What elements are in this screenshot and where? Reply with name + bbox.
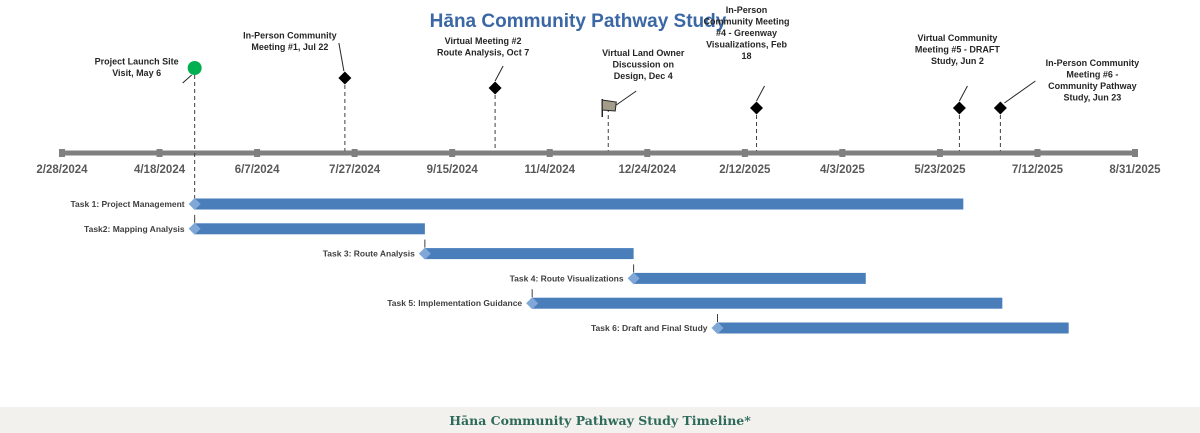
chart-title: Hāna Community Pathway Study: [429, 11, 727, 32]
milestone-label-line: Virtual Land Owner: [602, 48, 685, 58]
milestone-label-line: Meeting #6 -: [1066, 69, 1119, 80]
tick-label: 9/15/2024: [426, 164, 478, 176]
milestone-diamond-marker: [994, 102, 1007, 115]
axis-tick: [644, 149, 650, 157]
axis-tick: [352, 149, 358, 157]
milestone-label-line: Meeting #1, Jul 22: [251, 41, 329, 52]
milestone-label-line: Virtual Community: [917, 33, 998, 43]
footer-bar: [0, 407, 1200, 433]
milestone-connector: [1004, 81, 1035, 103]
axis-tick: [1132, 149, 1138, 157]
milestone-label: [915, 33, 1001, 66]
milestone-diamond-marker: [953, 102, 966, 115]
milestone-label-line: In-Person Community: [243, 30, 337, 41]
task-label: Task 5: Implementation Guidance: [387, 298, 523, 309]
tick-label: 12/24/2024: [618, 164, 677, 176]
axis-tick: [59, 149, 65, 157]
milestone-label-line: Design, Dec 4: [613, 71, 673, 81]
milestone-label-line: Route Analysis, Oct 7: [437, 47, 530, 58]
task-label: Task 6: Draft and Final Study: [590, 323, 708, 333]
milestone-label-line: Study, Jun 23: [1063, 92, 1122, 103]
milestone-circle-marker: [188, 61, 202, 75]
axis-tick: [937, 149, 943, 157]
axis-tick: [1034, 149, 1040, 157]
tick-label: 2/12/2025: [719, 164, 771, 176]
milestone-label-line: 18: [741, 51, 752, 61]
milestone-label-line: Visit, May 6: [112, 67, 162, 78]
tasks: [70, 198, 1068, 334]
milestone-connector: [339, 43, 344, 71]
footer-caption: Hāna Community Pathway Study Timeline*: [449, 412, 751, 428]
task-label: Task2: Mapping Analysis: [84, 223, 185, 234]
task-bar: [718, 323, 1069, 334]
task-bar: [195, 199, 964, 210]
milestone-label-line: Community Meeting: [703, 16, 790, 27]
tick-label: 5/23/2025: [914, 164, 966, 176]
axis-tick: [839, 149, 845, 157]
milestone-label-line: Virtual Meeting #2: [444, 36, 522, 46]
timeline-axis: [36, 149, 1161, 176]
milestone-connector: [616, 91, 636, 105]
milestone-label-line: Project Launch Site: [94, 56, 179, 67]
task-bar: [195, 223, 425, 234]
milestone-flag-marker: [602, 100, 616, 111]
milestone-label-line: In-Person Community: [1045, 58, 1140, 68]
milestone-connector: [183, 75, 192, 83]
tick-label: 6/7/2024: [234, 164, 280, 176]
milestone-diamond-marker: [338, 72, 351, 85]
milestone-label: [437, 36, 529, 58]
milestone-label: [95, 56, 179, 78]
tick-label: 2/28/2024: [36, 164, 88, 176]
axis-tick: [157, 149, 163, 157]
task-bar: [425, 248, 634, 259]
milestone-label-line: Visualizations, Feb: [706, 39, 787, 50]
tick-label: 7/27/2024: [329, 164, 381, 176]
milestone-diamond-marker: [750, 102, 763, 115]
milestone-label-line: Study, Jun 2: [930, 56, 984, 66]
milestone-label-line: Discussion on: [612, 59, 675, 70]
milestone-connector: [495, 66, 503, 81]
task-label: Task 4: Route Visualizations: [509, 273, 624, 284]
task-bar: [532, 298, 1002, 309]
axis-tick: [254, 149, 260, 157]
milestone-label: [243, 30, 337, 52]
milestone-label-line: In-Person: [725, 5, 768, 15]
milestone-label: [602, 48, 685, 81]
milestone-diamond-marker: [489, 82, 502, 95]
milestone-connector: [959, 86, 967, 101]
task-bar: [634, 273, 866, 284]
task-label: Task 3: Route Analysis: [322, 248, 415, 259]
tick-label: 4/3/2025: [819, 164, 865, 176]
milestone-label-line: #4 - Greenway: [716, 28, 778, 38]
axis-tick: [449, 149, 455, 157]
milestone-label-line: Meeting #5 - DRAFT: [914, 44, 1000, 55]
axis-tick: [742, 149, 748, 157]
tick-label: 8/31/2025: [1109, 164, 1161, 176]
tick-label: 4/18/2024: [133, 164, 186, 176]
milestone-label-line: Community Pathway: [1048, 81, 1137, 91]
milestone-label: [1046, 58, 1140, 103]
tick-label: 7/12/2025: [1011, 164, 1064, 176]
milestone-connector: [757, 86, 765, 101]
tick-label: 11/4/2024: [524, 164, 575, 176]
axis-tick: [547, 149, 553, 157]
task-label: Task 1: Project Management: [70, 199, 185, 209]
